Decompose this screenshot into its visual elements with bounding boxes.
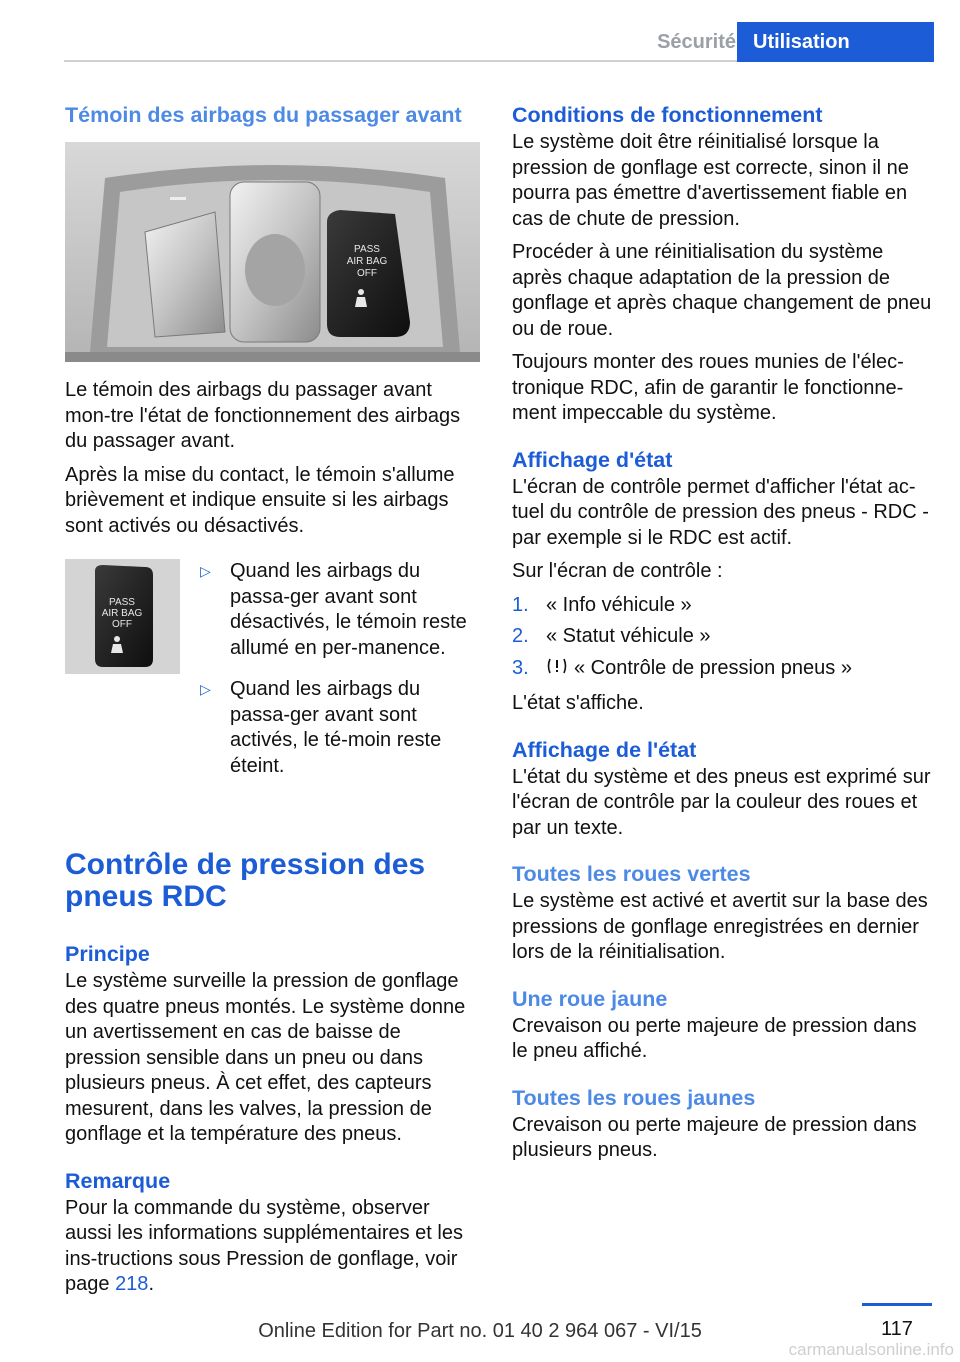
remarque-title: Remarque (65, 1168, 171, 1193)
airbag-para-2: Après la mise du contact, le témoin s'allume brièvement et indique ensuite si les airbags sont activés ou désactivés. (65, 463, 455, 537)
photo-off-label: OFF (357, 268, 377, 279)
jaunes-text: Crevaison ou perte majeure de pression dans plusieurs pneus. (512, 1113, 917, 1161)
affichage-de-etat-title: Affichage de l'état (512, 737, 697, 762)
rdc-section-title: Contrôle de pression des pneus RDC (65, 848, 426, 913)
affichage-etat-title: Affichage d'état (512, 447, 673, 472)
page-link-218[interactable]: 218 (115, 1273, 149, 1295)
list-item (512, 624, 932, 650)
conditions-para-2: Procéder à une réinitialisation du système après chaque adaptation de la pression de gonflage et après chaque changement de pneu ou de roue. (512, 241, 932, 340)
section-tab-securite[interactable]: Sécurité (657, 31, 736, 53)
step-text: « Statut véhicule » (546, 625, 711, 647)
principe-text: Le système surveille la pression de gonflage des quatre pneus montés. Le système donne un avertissement en cas de baisse de pression sensible dans un pneu ou dans plusieurs pneus. À cet effet, des capteurs mesurent, dans les valves, la pression de gonflage et la température des pneus. (65, 970, 466, 1145)
step-text: « Info véhicule » (546, 593, 692, 616)
triangle-bullet-icon: ▷ (200, 563, 211, 579)
conditions-title: Conditions de fonctionnement (512, 103, 823, 127)
principe-title: Principe (65, 942, 150, 966)
list-item (200, 559, 480, 669)
step-number: 1. (512, 593, 529, 616)
airbag-panel-photo (65, 142, 480, 362)
ecran-intro: Sur l'écran de contrôle : (512, 560, 723, 582)
bullet-text: Quand les airbags du passa-ger avant sont désactivés, le témoin reste allumé en per-manence. (230, 560, 467, 659)
left-column (65, 100, 480, 1306)
etat-affiche: L'état s'affiche. (512, 692, 644, 714)
watermark: carmanualsonline.info (788, 1340, 954, 1359)
list-item (512, 593, 932, 619)
conditions-para-1: Le système doit être réinitialisé lorsque la pression de gonflage est correcte, sinon il ne pourra pas émettre d'avertissement fiable en cas de chute de pression. (512, 131, 909, 230)
jaunes-title: Toutes les roues jaunes (512, 1085, 756, 1110)
conditions-para-3: Toujours monter des roues munies de l'élec-tronique RDC, afin de garantir le fonctionne-ment impeccable du système. (512, 351, 904, 424)
footer-rule (862, 1303, 932, 1306)
airbag-indicator-title: Témoin des airbags du passager avant (65, 103, 462, 127)
indicator-bullets (200, 559, 480, 795)
section-tab-utilisation[interactable]: Utilisation (737, 22, 934, 62)
step-number: 2. (512, 625, 529, 647)
vertes-title: Toutes les roues vertes (512, 862, 751, 886)
step-text: « Contrôle de pression pneus » (574, 656, 852, 679)
photo-pass-label: PASS (354, 244, 380, 255)
tire-pressure-warning-icon (546, 656, 568, 684)
photo-airbag-label: AIR BAG (346, 256, 388, 267)
jaune-text: Crevaison ou perte majeure de pression dans le pneu affiché. (512, 1014, 917, 1062)
vertes-text: Le système est activé et avertit sur la base des pressions de gonflage enregistrées en dernier lors de la réinitialisation. (512, 890, 928, 963)
edition-footer: Online Edition for Part no. 01 40 2 964 067 - VI/15 (258, 1320, 702, 1342)
list-item (512, 656, 932, 684)
list-item (200, 677, 480, 787)
affichage-etat-text: L'écran de contrôle permet d'afficher l'état ac-tuel du contrôle de pression des pneus - RDC - par exemple si le RDC est actif. (512, 475, 929, 549)
pass-airbag-off-icon (65, 559, 180, 674)
airbag-para-1: Le témoin des airbags du passager avant mon-tre l'état de fonctionnement des airbags du passager avant. (65, 379, 461, 452)
icon-pass-label: PASS (109, 597, 135, 608)
bullet-text: Quand les airbags du passa-ger avant sont activés, le té-moin reste éteint. (230, 678, 442, 777)
remarque-paragraph (65, 1196, 480, 1298)
icon-off-label: OFF (112, 619, 132, 630)
steps-list (512, 593, 932, 684)
step-number: 3. (512, 656, 529, 679)
indicator-row (65, 559, 480, 795)
triangle-bullet-icon: ▷ (200, 681, 211, 697)
remarque-text: Pour la commande du système, observer aussi les informations supplémentaires et les ins-tructions sous Pression de gonflage, voir page (65, 1196, 463, 1295)
page-number: 117 (881, 1318, 913, 1340)
right-column (512, 100, 932, 1172)
affichage-de-etat-text: L'état du système et des pneus est exprimé sur l'écran de contrôle par la couleur des roues et par un texte. (512, 765, 931, 839)
remarque-end: . (148, 1273, 154, 1295)
icon-airbag-label: AIR BAG (101, 608, 143, 619)
jaune-title: Une roue jaune (512, 986, 668, 1011)
